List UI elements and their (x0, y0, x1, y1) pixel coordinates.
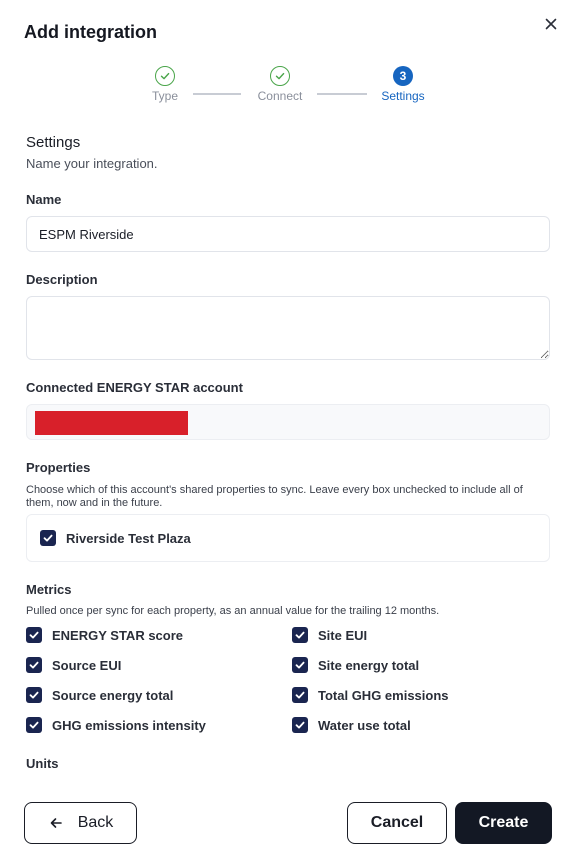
dialog-title: Add integration (24, 22, 157, 42)
metric-source-energy-total[interactable] (26, 687, 173, 703)
metric-label: Source energy total (52, 687, 174, 703)
redacted-account (35, 411, 188, 435)
checkbox-checked-icon[interactable] (292, 627, 308, 643)
checkbox-checked-icon[interactable] (26, 687, 42, 703)
name-input[interactable] (26, 216, 550, 252)
checkbox-checked-icon[interactable] (292, 687, 308, 703)
arrow-left-icon (48, 815, 64, 831)
settings-subheading: Name your integration. (26, 156, 158, 171)
step-connector (193, 93, 241, 95)
step-label: Connect (257, 89, 303, 103)
step-settings (363, 66, 443, 103)
description-textarea[interactable] (26, 296, 550, 360)
units-label: Units (26, 756, 59, 771)
metric-label: GHG emissions intensity (52, 717, 206, 733)
name-label: Name (26, 192, 62, 207)
close-icon[interactable] (543, 16, 559, 32)
metric-total-ghg-emissions[interactable] (292, 687, 449, 703)
metric-label: ENERGY STAR score (52, 627, 184, 643)
check-icon (270, 66, 290, 86)
checkbox-checked-icon[interactable] (40, 530, 56, 546)
description-label: Description (26, 272, 98, 287)
checkbox-checked-icon[interactable] (292, 657, 308, 673)
property-label: Riverside Test Plaza (66, 530, 191, 546)
checkbox-checked-icon[interactable] (26, 717, 42, 733)
metrics-label: Metrics (26, 582, 72, 597)
create-button[interactable] (455, 802, 552, 844)
metric-label: Site EUI (318, 627, 368, 643)
step-type (125, 66, 205, 103)
property-item[interactable] (40, 530, 191, 546)
step-number: 3 (393, 66, 413, 86)
checkbox-checked-icon[interactable] (292, 717, 308, 733)
step-connect (240, 66, 320, 103)
metric-water-use-total[interactable] (292, 717, 411, 733)
cancel-button-label: Cancel (370, 814, 424, 831)
metric-site-energy-total[interactable] (292, 657, 419, 673)
cancel-button[interactable] (347, 802, 447, 844)
properties-label: Properties (26, 460, 91, 475)
back-button[interactable] (24, 802, 137, 844)
create-button-label: Create (478, 814, 529, 831)
metric-energy-star-score[interactable] (26, 627, 183, 643)
settings-heading: Settings (26, 134, 81, 151)
metric-site-eui[interactable] (292, 627, 367, 643)
step-connector (317, 93, 367, 95)
metric-label: Source EUI (52, 657, 122, 673)
metric-source-eui[interactable] (26, 657, 121, 673)
checkbox-checked-icon[interactable] (26, 627, 42, 643)
back-button-label: Back (77, 814, 114, 831)
properties-hint: Choose which of this account's shared properties to sync. Leave every box unchecked to include all of them, now and in the future. (26, 484, 523, 509)
metric-label: Site energy total (318, 657, 420, 673)
properties-list (26, 514, 550, 562)
step-label: Type (151, 89, 178, 103)
step-label: Settings (381, 89, 425, 103)
metric-ghg-emissions-intensity[interactable] (26, 717, 206, 733)
checkbox-checked-icon[interactable] (26, 657, 42, 673)
account-label: Connected ENERGY STAR account (26, 380, 243, 395)
metric-label: Total GHG emissions (318, 687, 449, 703)
account-field (26, 404, 550, 440)
metric-label: Water use total (318, 717, 411, 733)
check-icon (155, 66, 175, 86)
metrics-hint: Pulled once per sync for each property, as an annual value for the trailing 12 months. (26, 605, 440, 617)
